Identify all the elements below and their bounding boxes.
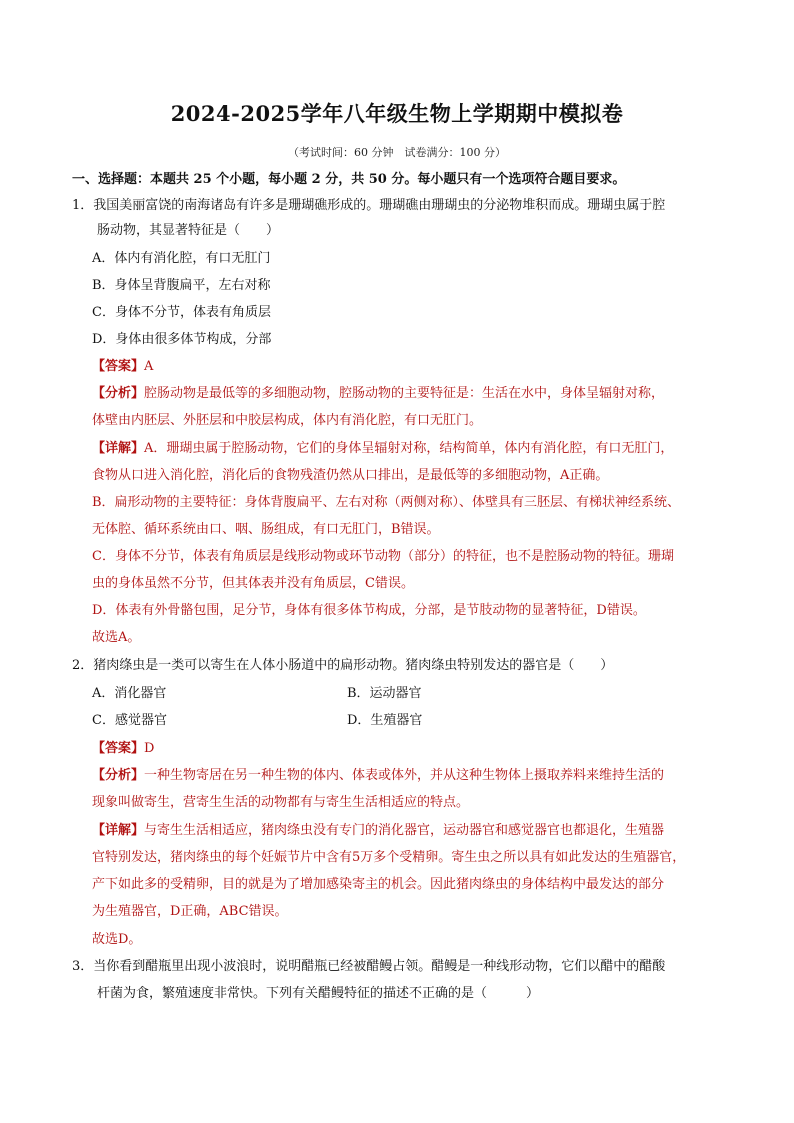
q2-answer-value: D (144, 741, 155, 756)
q1-option-c: C．身体不分节，体表有角质层 (92, 305, 271, 320)
q1-detail-line-3: B．扁形动物的主要特征：身体背腹扁平、左右对称（两侧对称）、体壁具有三胚层、有梯状神经系统、 (92, 495, 681, 510)
q2-option-d: D．生殖器官 (347, 713, 423, 728)
q1-option-a: A．体内有消化腔，有口无肛门 (92, 251, 271, 266)
q3-stem-line-2: 杆菌为食，繁殖速度非常快。下列有关醋鳗特征的描述不正确的是（ ） (97, 986, 540, 1001)
exam-subtitle: （考试时间：60 分钟 试卷满分：100 分） (288, 146, 506, 159)
q1-detail-line-7: D．体表有外骨骼包围，足分节，身体有很多体节构成，分部，是节肢动物的显著特征，D错误。 (92, 603, 646, 618)
section-heading: 一、选择题：本题共 25 个小题，每小题 2 分，共 50 分。每小题只有一个选项符合题目要求。 (72, 172, 626, 187)
q2-detail-line-4: 为生殖器官，D正确，ABC错误。 (92, 904, 288, 919)
q2-analysis-line-2: 现象叫做寄生，营寄生生活的动物都有与寄生生活相适应的特点。 (92, 795, 470, 810)
q2-detail-line-1 (92, 822, 664, 840)
q1-stem-line-1: 1．我国美丽富饶的南海诸岛有许多是珊瑚礁形成的。珊瑚礁由珊瑚虫的分泌物堆积而成。珊瑚虫属于腔 (72, 198, 666, 213)
q2-detail-line-2: 官特别发达，猪肉绦虫的每个妊娠节片中含有5万多个受精卵。寄生虫之所以具有如此发达的生殖器官， (92, 850, 686, 865)
q1-option-b: B．身体呈背腹扁平，左右对称 (92, 278, 271, 293)
q2-option-c: C．感觉器官 (92, 713, 167, 728)
q1-answer-value: A (144, 359, 154, 374)
q3-stem-line-1: 3．当你看到醋瓶里出现小波浪时，说明醋瓶已经被醋鳗占领。醋鳗是一种线形动物，它们以醋中的醋酸 (72, 959, 666, 974)
q2-option-b: B．运动器官 (347, 686, 422, 701)
q2-answer (92, 740, 154, 758)
q1-detail-line-4: 无体腔、循环系统由口、咽、肠组成，有口无肛门，B错误。 (92, 522, 440, 537)
detail-label: 【详解】 (92, 823, 145, 838)
q2-analysis-text-1: 一种生物寄居在另一种生物的体内、体表或体外，并从这种生物体上摄取养料来维持生活的 (144, 768, 665, 783)
analysis-label: 【分析】 (92, 768, 145, 783)
q2-detail-line-3: 产下如此多的受精卵，目的就是为了增加感染寄主的机会。因此猪肉绦虫的身体结构中最发达的部分 (92, 877, 665, 892)
q2-detail-text-1: 与寄生生活相适应，猪肉绦虫没有专门的消化器官，运动器官和感觉器官也都退化，生殖器 (144, 823, 665, 838)
q1-detail-line-1 (92, 440, 673, 458)
q1-detail-text-1: A．珊瑚虫属于腔肠动物，它们的身体呈辐射对称，结构简单，体内有消化腔，有口无肛门， (144, 441, 674, 456)
q1-detail-line-6: 虫的身体虽然不分节，但其体表并没有角质层，C错误。 (92, 576, 414, 591)
q1-analysis-line-1 (92, 385, 664, 403)
q1-analysis-line-2: 体壁由内胚层、外胚层和中胶层构成，体内有消化腔，有口无肛门。 (92, 413, 483, 428)
q2-option-a: A．消化器官 (92, 686, 167, 701)
detail-label: 【详解】 (92, 441, 145, 456)
answer-label: 【答案】 (92, 741, 145, 756)
q1-conclusion: 故选A。 (92, 630, 141, 645)
exam-title: 2024-2025学年八年级生物上学期期中模拟卷 (170, 101, 624, 126)
q2-stem-line-1: 2．猪肉绦虫是一类可以寄生在人体小肠道中的扁形动物。猪肉绦虫特别发达的器官是（ ） (72, 658, 614, 673)
q1-analysis-text-1: 腔肠动物是最低等的多细胞动物，腔肠动物的主要特征是：生活在水中，身体呈辐射对称， (144, 386, 665, 401)
answer-label: 【答案】 (92, 359, 145, 374)
q1-detail-line-2: 食物从口进入消化腔，消化后的食物残渣仍然从口排出，是最低等的多细胞动物，A正确。 (92, 468, 609, 483)
q2-analysis-line-1 (92, 767, 664, 785)
q1-answer (92, 358, 153, 376)
q1-stem-line-2: 肠动物，其显著特征是（ ） (97, 223, 280, 238)
q1-detail-line-5: C．身体不分节，体表有角质层是线形动物或环节动物（部分）的特征，也不是腔肠动物的特征。珊瑚 (92, 549, 674, 564)
q1-option-d: D．身体由很多体节构成，分部 (92, 332, 272, 347)
q2-conclusion: 故选D。 (92, 932, 142, 947)
analysis-label: 【分析】 (92, 386, 145, 401)
